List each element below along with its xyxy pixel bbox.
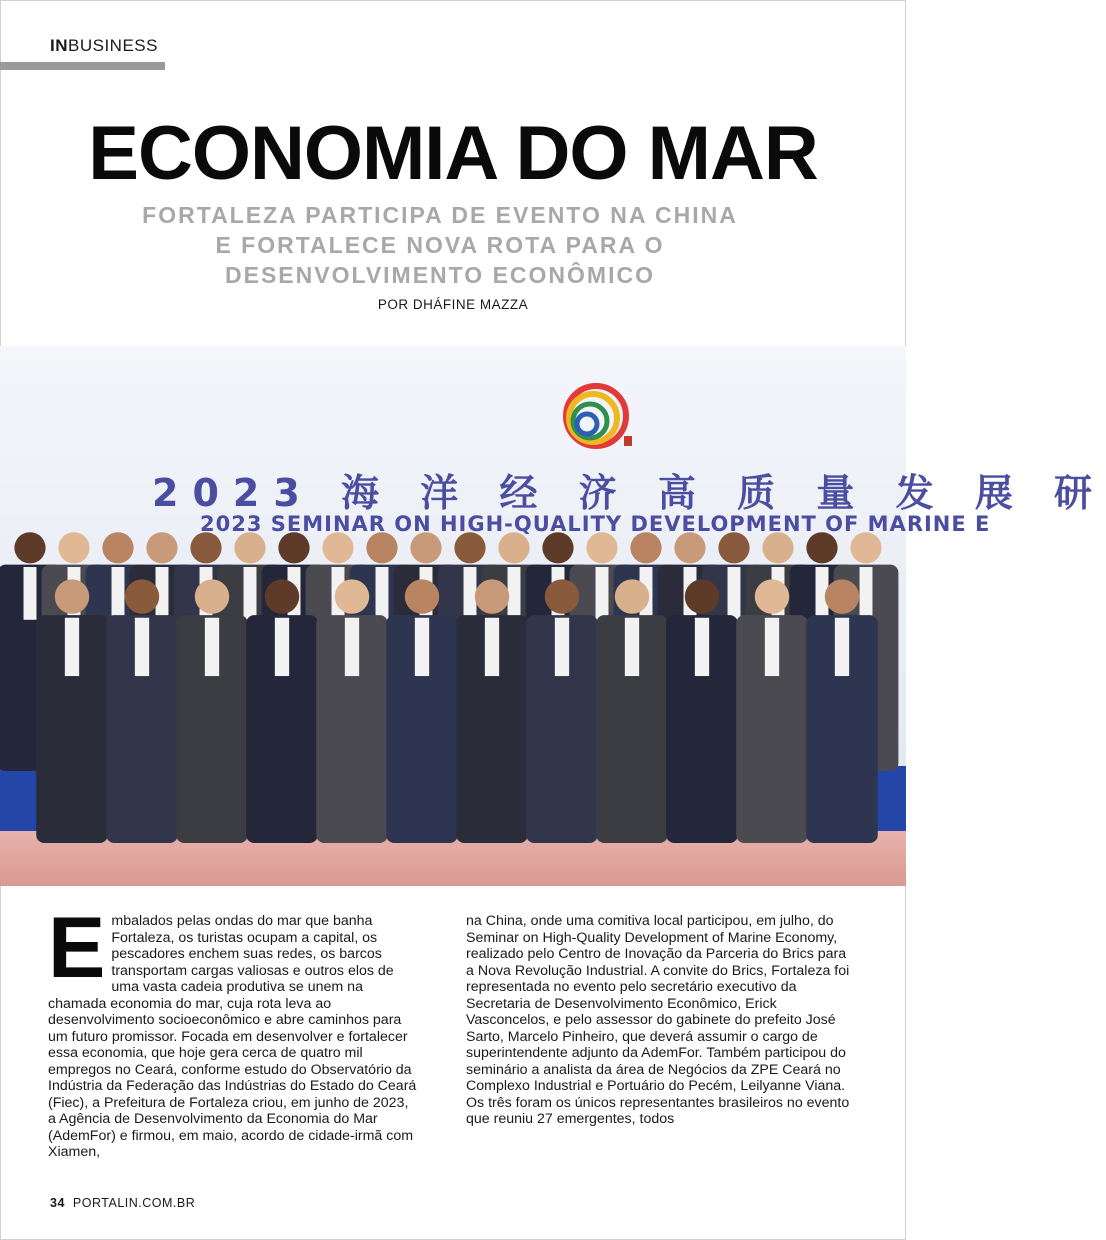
section-tag-rest: BUSINESS [68, 36, 158, 55]
person-front-row [36, 579, 108, 843]
person-front-row [246, 579, 318, 843]
person-front-row [736, 579, 808, 843]
person-front-row [526, 579, 598, 843]
person-front-row [386, 579, 458, 843]
page-number: 34 [50, 1196, 65, 1210]
article-column-right [466, 913, 852, 1128]
article-text-left: mbalados pelas ondas do mar que banha Fortaleza, os turistas ocupam a capital, os pescadores enchem suas redes, os barcos transportam cargas valiosas e outros elos de uma vasta cadeia produtiva se unem na chamada economia do mar, cuja rota leva ao desenvolvimento socioeconômico e abre caminhos para um futuro promissor. Focada em desenvolver e fortalecer essa economia, que hoje gera cerca de quatro mil empregos no Ceará, conforme estudo do Observatório da Indústria da Federação das Indústrias do Estado do Ceará (Fiec), a Prefeitura de Fortaleza criou, em junho de 2023, a Agência de Desenvolvimento da Economia do Mar (AdemFor) e firmou, em maio, acordo de cidade-irmã com Xiamen, [48, 913, 417, 1160]
page-footer [50, 1196, 195, 1210]
footer-site: PORTALIN.COM.BR [72, 1196, 196, 1210]
banner-english-text: 2023 SEMINAR ON HIGH-QUALITY DEVELOPMENT OF MARINE E [200, 512, 991, 536]
article-paragraph-left [48, 900, 420, 1161]
byline: POR DHÁFINE MAZZA [377, 297, 529, 312]
person-front-row [596, 579, 668, 843]
group-photo-illustration [0, 346, 906, 886]
person-front-row [106, 579, 178, 843]
section-tag [50, 36, 158, 56]
article-column-left [48, 900, 420, 1161]
person-front-row [176, 579, 248, 843]
section-rule [0, 62, 165, 70]
headline: ECONOMIA DO MAR [88, 111, 818, 196]
article-text-right: na China, onde uma comitiva local participou, em julho, do Seminar on High-Quality Development of Marine Economy, realizado pelo Centro de Inovação da Parceria do Brics para a Nova Revolução Industrial. A convite do Brics, Fortaleza foi representada no evento pelo secretário executivo da Secretaria de Desenvolvimento Econômico, Erick Vasconcelos, e pelo assessor do gabinete do prefeito José Sarto, Marcelo Pinheiro, que deverá assumir o cargo de superintendente adjunto da AdemFor. Também participou do seminário a analista da área de Negócios da ZPE Ceará no Complexo Industrial e Portuário do Pecém, Leilyanne Viana. Os três foram os únicos representantes brasileiros no evento que reuniu 27 emergentes, todos [466, 913, 850, 1127]
section-tag-strong: IN [50, 36, 68, 55]
subheadline: FORTALEZA PARTICIPA DE EVENTO NA CHINA E FORTALECE NOVA ROTA PARA O DESENVOLVIMENTO ECONÔMICO [142, 202, 738, 288]
event-photo [0, 346, 1106, 886]
person-front-row [806, 579, 878, 843]
person-front-row [666, 579, 738, 843]
person-front-row [456, 579, 528, 843]
person-front-row [316, 579, 388, 843]
drop-cap: E [48, 900, 106, 996]
banner-chinese-text: 2023 海 洋 经 济 高 质 量 发 展 研 [152, 471, 1106, 515]
